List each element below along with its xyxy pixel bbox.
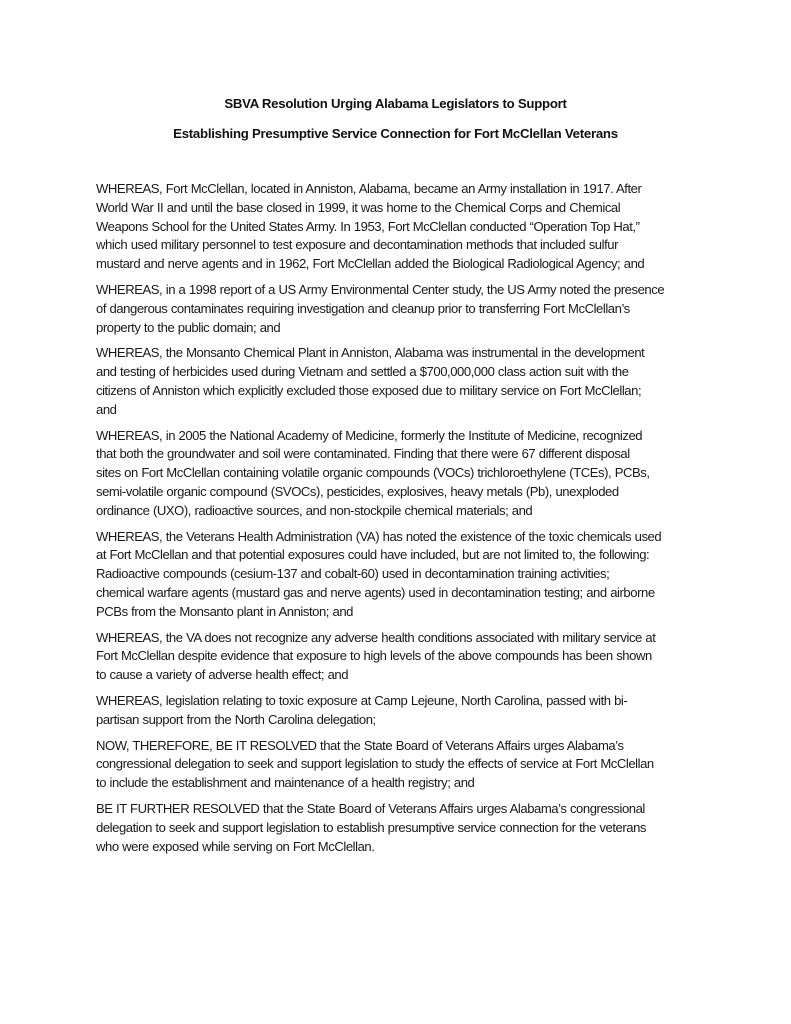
whereas-paragraph-founding (96, 180, 736, 274)
text-line: to cause a variety of adverse health effect; and (96, 667, 349, 683)
document-title-line-1: SBVA Resolution Urging Alabama Legislators to Support (224, 96, 567, 111)
text-line: and testing of herbicides used during Vietnam and settled a $700,000,000 class action suit with the (96, 364, 629, 380)
text-line: who were exposed while serving on Fort McClellan. (96, 838, 375, 854)
text-line: WHEREAS, the Monsanto Chemical Plant in Anniston, Alabama was instrumental in the development (96, 345, 645, 361)
whereas-paragraph-vha-chemicals (96, 528, 736, 622)
text-line: Weapons School for the United States Army. In 1953, Fort McClellan conducted “Operation Top Hat,” (96, 218, 640, 234)
text-line: to include the establishment and maintenance of a health registry; and (96, 775, 475, 791)
whereas-paragraph-va-not-recognize (96, 629, 736, 685)
text-line: delegation to seek and support legislation to establish presumptive service connection for the veterans (96, 819, 647, 835)
whereas-paragraph-army-report (96, 281, 736, 337)
text-line: WHEREAS, in a 1998 report of a US Army Environmental Center study, the US Army noted the presence (96, 281, 665, 297)
text-line: BE IT FURTHER RESOLVED that the State Board of Veterans Affairs urges Alabama’s congressional (96, 800, 645, 816)
text-line: semi-volatile organic compound (SVOCs), pesticides, explosives, heavy metals (Pb), unexploded (96, 483, 619, 499)
text-line: mustard and nerve agents and in 1962, Fort McClellan added the Biological Radiological Agency; and (96, 256, 645, 272)
text-line: Fort McClellan despite evidence that exposure to high levels of the above compounds has been shown (96, 648, 652, 664)
text-line: congressional delegation to seek and support legislation to study the effects of service at Fort McClellan (96, 756, 654, 772)
resolved-paragraph (96, 737, 736, 793)
text-line: which used military personnel to test exposure and decontamination methods that included sulfur (96, 237, 619, 253)
text-line: chemical warfare agents (mustard gas and nerve agents) used in decontamination testing; and airborne (96, 584, 655, 600)
text-line: Radioactive compounds (cesium-137 and cobalt-60) used in decontamination training activities; (96, 566, 610, 582)
text-line: PCBs from the Monsanto plant in Anniston; and (96, 603, 353, 619)
text-line: NOW, THEREFORE, BE IT RESOLVED that the State Board of Veterans Affairs urges Alabama’s (96, 737, 624, 753)
text-line: sites on Fort McClellan containing volatile organic compounds (VOCs) trichloroethylene (TCEs), PCBs, (96, 465, 650, 481)
text-line: WHEREAS, in 2005 the National Academy of Medicine, formerly the Institute of Medicine, recognized (96, 427, 643, 443)
whereas-paragraph-academy-of-medicine (96, 427, 736, 521)
text-line: World War II and until the base closed in 1999, it was home to the Chemical Corps and Chemical (96, 199, 621, 215)
text-line: citizens of Anniston which explicitly excluded those exposed due to military service on Fort McClellan; (96, 382, 642, 398)
text-line: WHEREAS, the VA does not recognize any adverse health conditions associated with military service at (96, 629, 656, 645)
document-body (96, 180, 736, 863)
text-line: and (96, 401, 117, 417)
whereas-paragraph-monsanto (96, 344, 736, 419)
document-title-line-2: Establishing Presumptive Service Connection for Fort McClellan Veterans (173, 126, 618, 141)
text-line: at Fort McClellan and that potential exposures could have included, but are not limited to, the following: (96, 547, 650, 563)
text-line: property to the public domain; and (96, 319, 281, 335)
text-line: WHEREAS, the Veterans Health Administration (VA) has noted the existence of the toxic chemicals used (96, 528, 662, 544)
text-line: WHEREAS, Fort McClellan, located in Anniston, Alabama, became an Army installation in 1917. After (96, 181, 642, 196)
text-line: WHEREAS, legislation relating to toxic exposure at Camp Lejeune, North Carolina, passed with bi- (96, 692, 628, 708)
text-line: ordinance (UXO), radioactive sources, and non-stockpile chemical materials; and (96, 502, 533, 518)
text-line: partisan support from the North Carolina delegation; (96, 711, 376, 727)
text-line: that both the groundwater and soil were contaminated. Finding that there were 67 different disposal (96, 446, 630, 462)
text-line: of dangerous contaminates requiring investigation and cleanup prior to transferring Fort McClellan’s (96, 300, 630, 316)
further-resolved-paragraph (96, 800, 736, 856)
whereas-paragraph-camp-lejeune (96, 692, 736, 730)
